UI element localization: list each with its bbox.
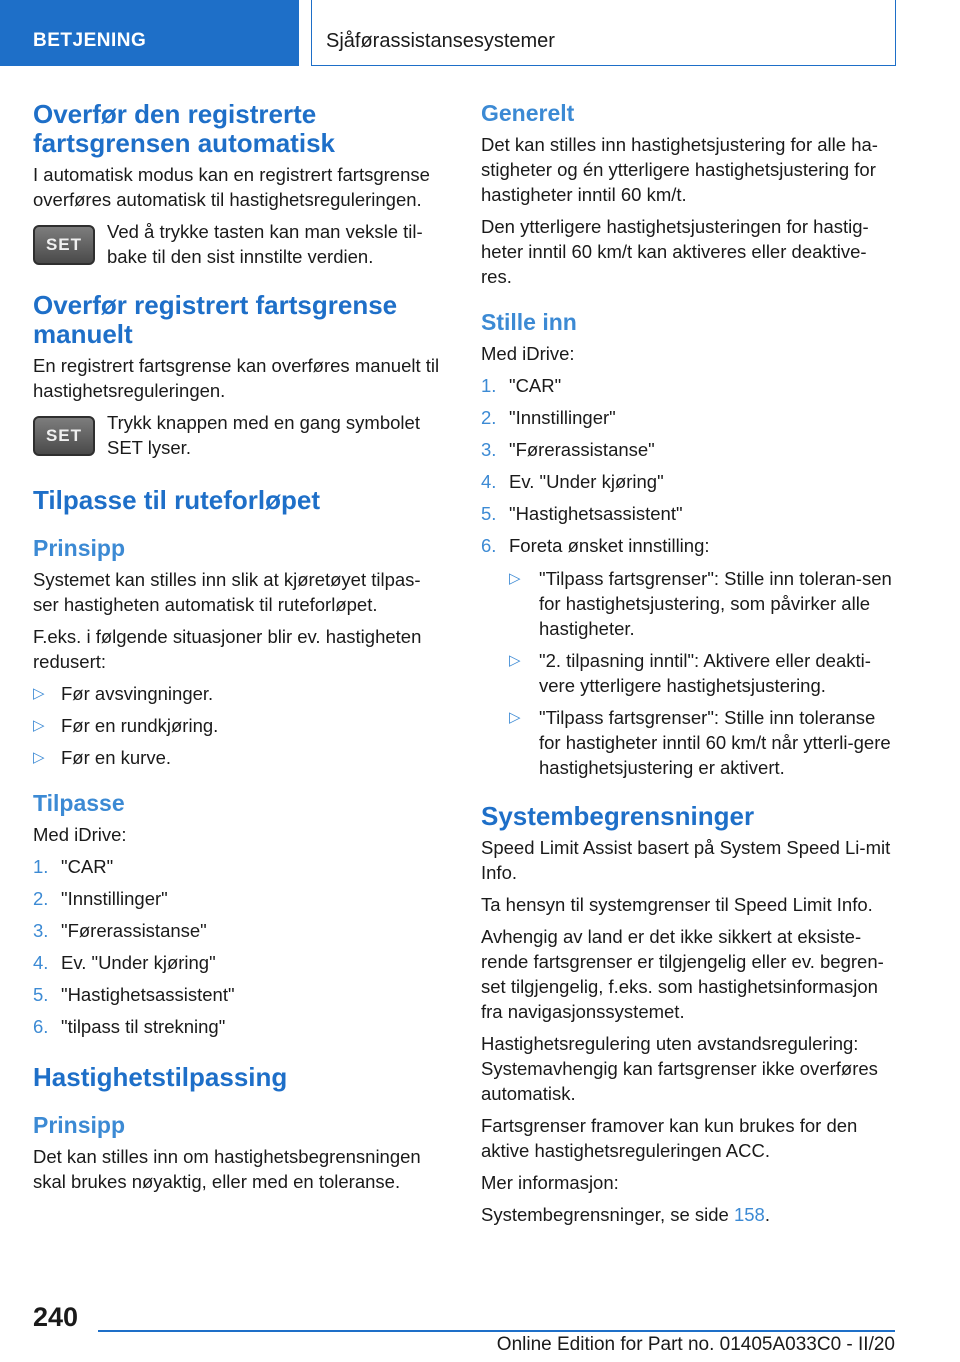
triangle-bullet-icon: ▷ bbox=[33, 749, 45, 766]
list-item: 4. Ev. "Under kjøring" bbox=[481, 471, 664, 492]
set-button-icon: SET bbox=[33, 416, 95, 456]
list-item: 2. "Innstillinger" bbox=[481, 407, 616, 428]
list-item: 6. "tilpass til strekning" bbox=[33, 1016, 226, 1037]
subheading-principle: Prinsipp bbox=[33, 1112, 126, 1138]
paragraph: Med iDrive: bbox=[481, 343, 575, 364]
paragraph: I automatisk modus kan en registrert fartsgrense overføres automatisk til hastighetsreguleringen. bbox=[33, 164, 430, 210]
paragraph: Med iDrive: bbox=[33, 824, 127, 845]
left-column bbox=[33, 100, 443, 1201]
heading-system-limits: Systembegrensninger bbox=[481, 801, 755, 831]
triangle-bullet-icon: ▷ bbox=[33, 717, 45, 734]
subheading-adjust: Tilpasse bbox=[33, 790, 125, 816]
page-link[interactable]: 158 bbox=[733, 1204, 765, 1225]
page-header bbox=[0, 0, 960, 66]
paragraph: Det kan stilles inn hastighetsjustering for alle ha-stigheter og én ytterligere hastighetsjustering for hastigheter inntil 60 km/t. bbox=[481, 134, 878, 205]
list-item: 1. "CAR" bbox=[481, 375, 562, 396]
set-instruction-text: Ved å trykke tasten kan man veksle til-bake til den sist innstilte verdien. bbox=[107, 221, 423, 267]
set-instruction bbox=[33, 219, 443, 269]
paragraph: Ta hensyn til systemgrenser til Speed Limit Info. bbox=[481, 894, 873, 915]
paragraph: Systemet kan stilles inn slik at kjøretøyet tilpas-ser hastigheten automatisk til ruteforløpet. bbox=[33, 569, 421, 615]
list-item: 5. "Hastighetsassistent" bbox=[481, 503, 683, 524]
paragraph: Speed Limit Assist basert på System Speed Li-mit Info. bbox=[481, 837, 891, 883]
list-item: 3. "Førerassistanse" bbox=[481, 439, 655, 460]
triangle-bullet-icon: ▷ bbox=[33, 685, 45, 702]
sub-options-list bbox=[509, 566, 893, 780]
paragraph: Fartsgrenser framover kan kun brukes for den aktive hastighetsreguleringen ACC. bbox=[481, 1115, 858, 1161]
section-tab: BETJENING bbox=[0, 0, 299, 66]
set-instruction bbox=[33, 410, 443, 460]
list-item: ▷ Før en kurve. bbox=[33, 747, 171, 768]
paragraph: Mer informasjon: bbox=[481, 1172, 619, 1193]
list-item: 3. "Førerassistanse" bbox=[33, 920, 207, 941]
page-footer bbox=[0, 1290, 960, 1362]
page-number: 240 bbox=[33, 1302, 79, 1332]
list-item: 6. Foreta ønsket innstilling: ▷ "Tilpass fartsgrenser": Stille inn toleran-sen for hastighetsjustering, som påvirker alle hastigheter. ▷ "2. tilpasning inntil": Aktivere eller deakti-vere ytterligere hastighetsjustering. ▷ "Tilpass fartsgrenser": Stille inn toleranse for hastigheter inntil 60 km/t når ytterli-gere hastighetsjustering er aktivert. bbox=[481, 535, 892, 778]
triangle-bullet-icon: ▷ bbox=[509, 709, 521, 726]
steps-list bbox=[481, 373, 893, 780]
subheading-principle: Prinsipp bbox=[33, 535, 126, 561]
paragraph: Den ytterligere hastighetsjusteringen for hastig-heter inntil 60 km/t kan aktiveres eller deaktive-res. bbox=[481, 216, 869, 287]
list-item: 5. "Hastighetsassistent" bbox=[33, 984, 235, 1005]
list-item: ▷ Før avsvingninger. bbox=[33, 683, 214, 704]
list-item: 1. "CAR" bbox=[33, 856, 114, 877]
list-item: ▷ "2. tilpasning inntil": Aktivere eller deakti-vere ytterligere hastighetsjustering. bbox=[509, 650, 871, 696]
triangle-bullet-icon: ▷ bbox=[509, 652, 521, 669]
triangle-bullet-icon: ▷ bbox=[509, 570, 521, 587]
route-list bbox=[33, 681, 443, 770]
heading-speed-adjust: Hastighetstilpassing bbox=[33, 1062, 288, 1092]
footer-divider bbox=[98, 1330, 895, 1332]
steps-list bbox=[33, 854, 443, 1039]
subheading-setup: Stille inn bbox=[481, 309, 577, 335]
set-button-icon: SET bbox=[33, 225, 95, 265]
paragraph: Systembegrensninger, se side 158. bbox=[481, 1204, 770, 1225]
right-column bbox=[481, 100, 893, 1234]
chapter-title: Sjåførassistansesystemer bbox=[311, 0, 896, 66]
paragraph: En registrert fartsgrense kan overføres manuelt til hastighetsreguleringen. bbox=[33, 355, 440, 401]
paragraph: Hastighetsregulering uten avstandsregulering: Systemavhengig kan fartsgrenser ikke overføres automatisk. bbox=[481, 1033, 878, 1104]
heading-manual-transfer: Overfør registrert fartsgrense manuelt bbox=[33, 290, 398, 349]
paragraph: Avhengig av land er det ikke sikkert at eksiste-rende fartsgrenser er tilgjengelig eller ev. begren-set tilgjengelig, f.eks. som hastighetsinformasjon fra navigasjonssystemet. bbox=[481, 926, 884, 1022]
list-item: ▷ Før en rundkjøring. bbox=[33, 715, 219, 736]
heading-route: Tilpasse til ruteforløpet bbox=[33, 485, 321, 515]
paragraph: Det kan stilles inn om hastighetsbegrensningen skal brukes nøyaktig, eller med en toleranse. bbox=[33, 1146, 421, 1192]
list-item: ▷ "Tilpass fartsgrenser": Stille inn toleranse for hastigheter inntil 60 km/t når ytterli-gere hastighetsjustering er aktivert. bbox=[509, 707, 891, 778]
set-instruction-text: Trykk knappen med en gang symbolet SET lyser. bbox=[107, 412, 420, 458]
heading-auto-transfer: Overfør den registrerte fartsgrensen automatisk bbox=[33, 99, 335, 158]
list-item: ▷ "Tilpass fartsgrenser": Stille inn toleran-sen for hastighetsjustering, som påvirker alle hastigheter. bbox=[509, 568, 892, 639]
list-item: 2. "Innstillinger" bbox=[33, 888, 168, 909]
edition-text: Online Edition for Part no. 01405A033C0 - II/20 bbox=[496, 1334, 895, 1355]
paragraph: F.eks. i følgende situasjoner blir ev. hastigheten redusert: bbox=[33, 626, 422, 672]
subheading-general: Generelt bbox=[481, 100, 575, 126]
list-item: 4. Ev. "Under kjøring" bbox=[33, 952, 216, 973]
